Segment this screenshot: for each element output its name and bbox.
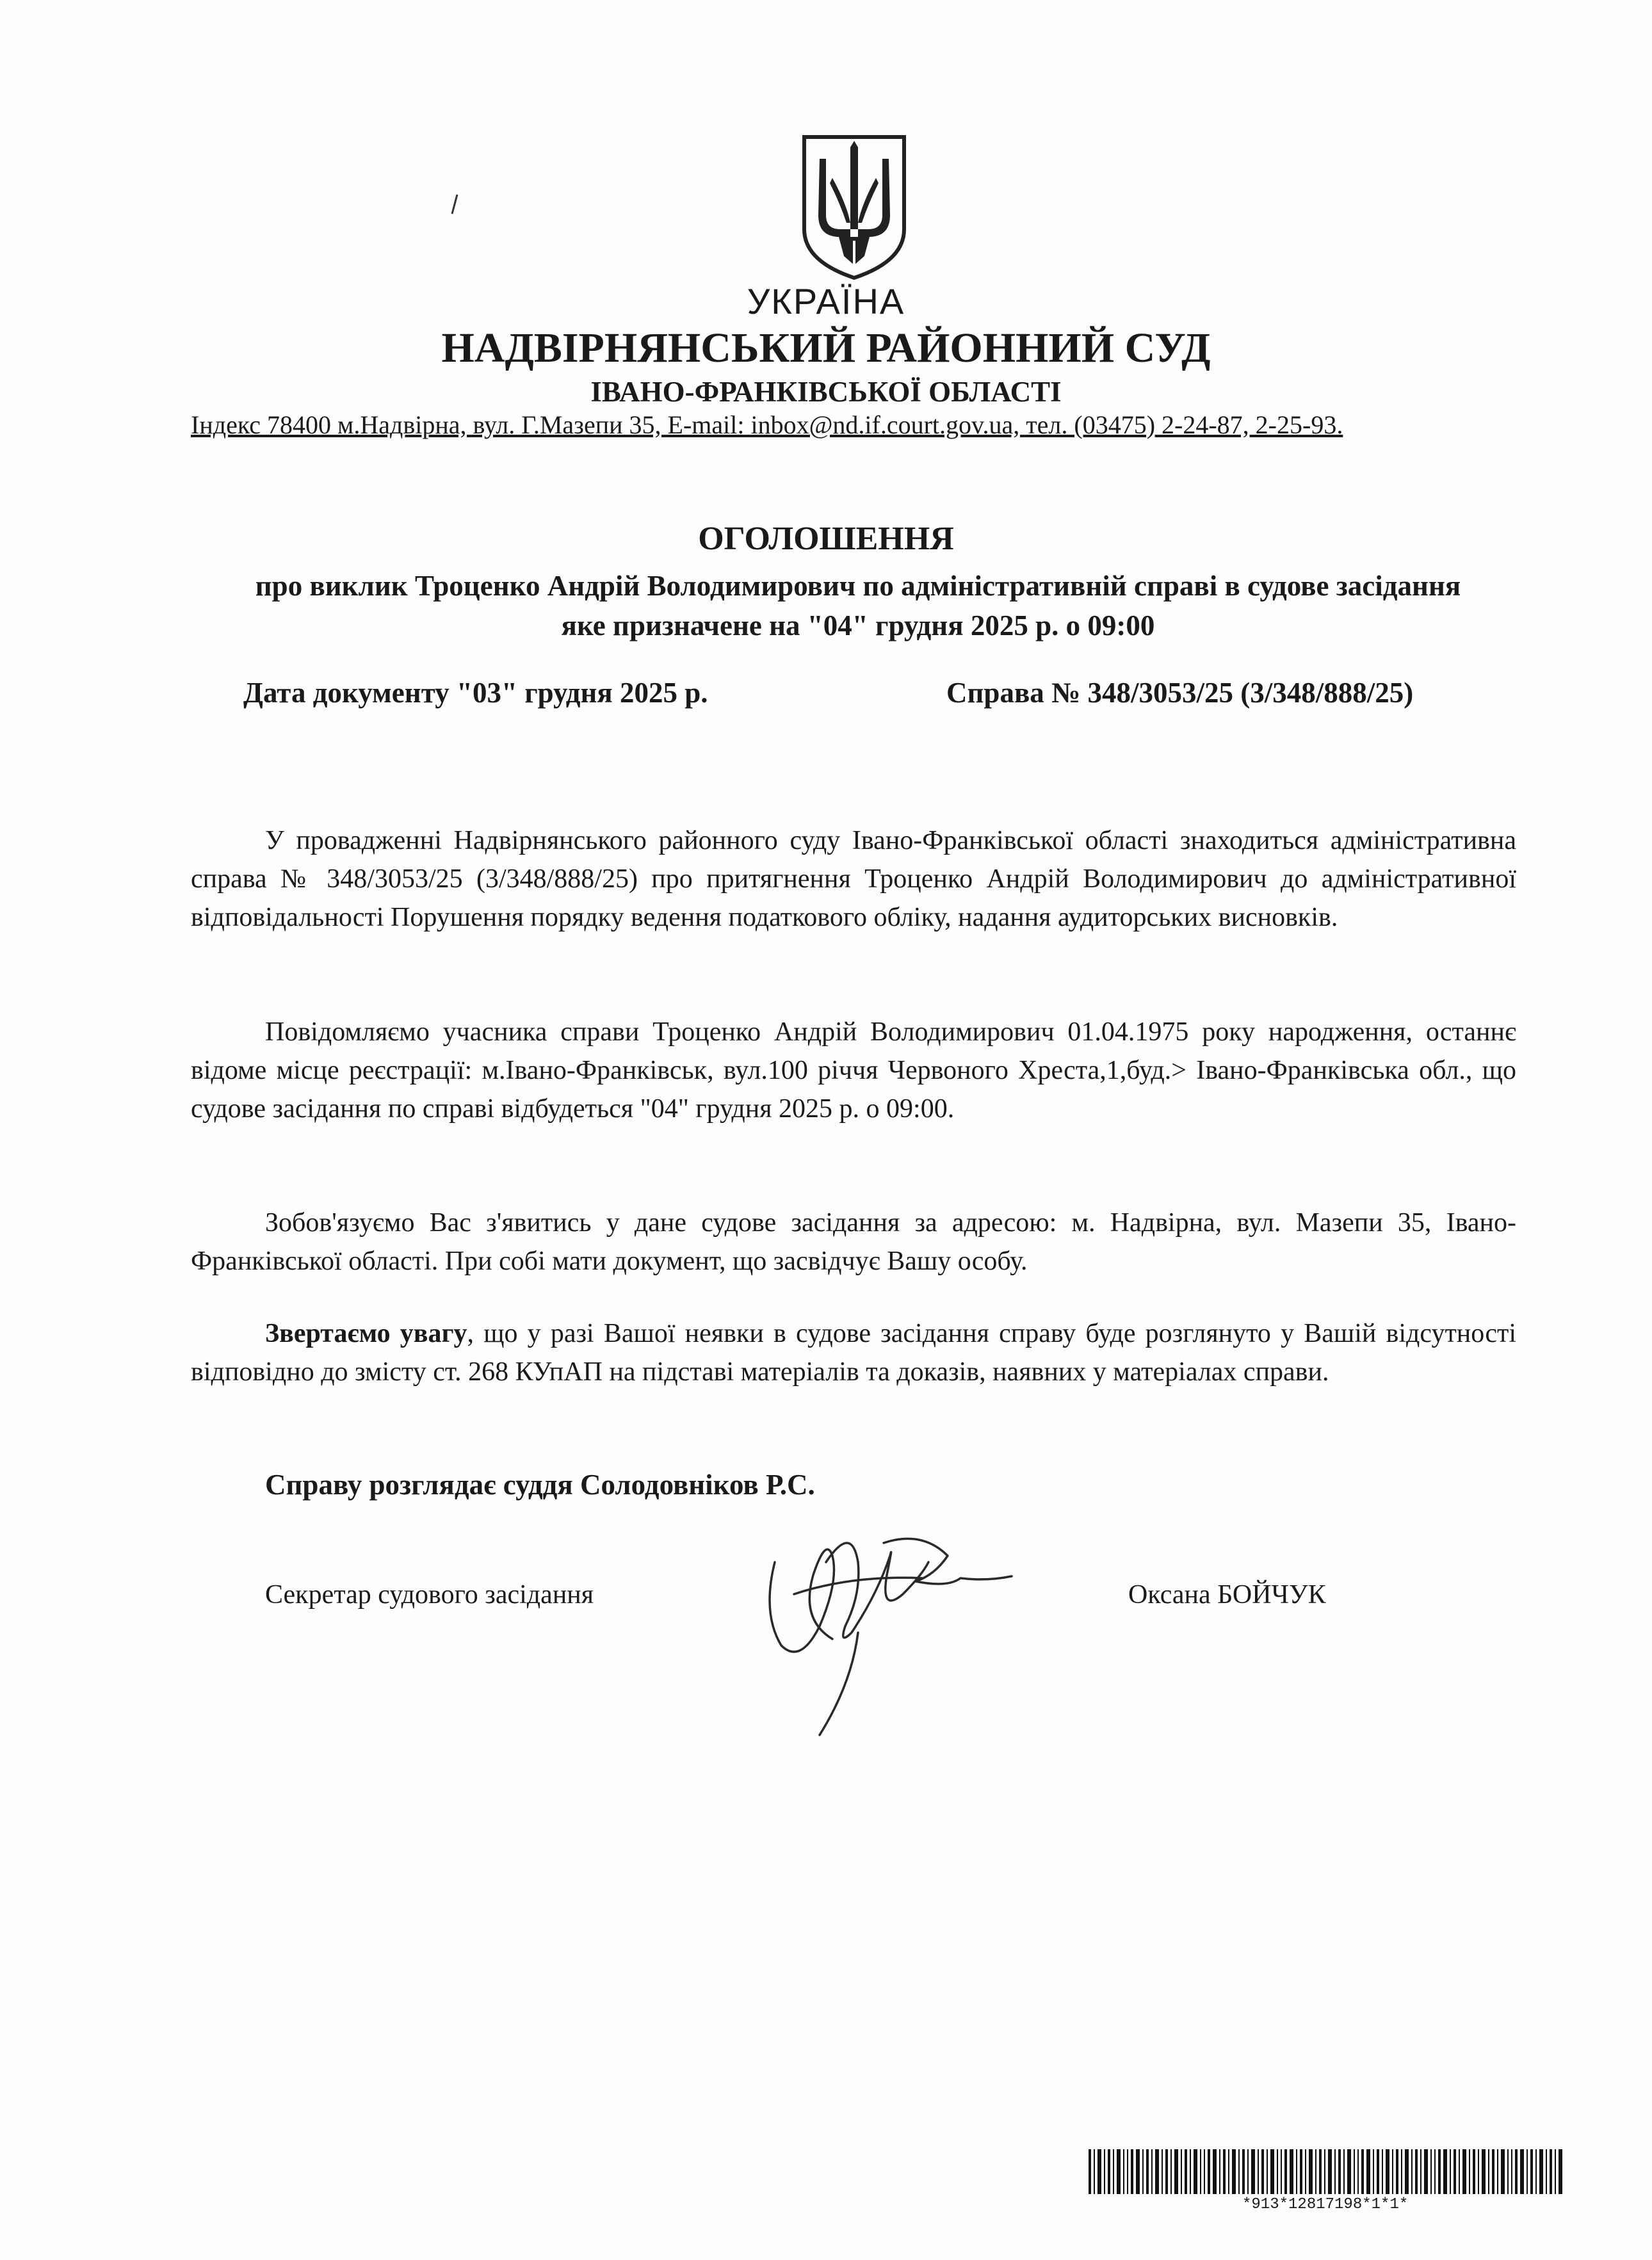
notice-heading: ОГОЛОШЕННЯ	[698, 521, 954, 557]
paragraph-proceedings: У провадженні Надвірнянського районного суду Івано-Франківської області знаходиться адміністративна справа № 348/3053/25 (3/348/888/25) про притягнення Троценко Андрій Володимирович до адміністративної відповідальності Порушення порядку ведення податкового обліку, надання аудиторських висновків.	[191, 826, 1516, 932]
paragraph-warning	[191, 1314, 1516, 1391]
signature-icon	[756, 1517, 1031, 1761]
court-contacts: Індекс 78400 м.Надвірна, вул. Г.Мазепи 35, E-mail: inbox@nd.if.court.gov.ua, тел. (03475) 2-24-87, 2-25-93.	[191, 410, 1343, 439]
case-number: Справа № 348/3053/25 (3/348/888/25)	[946, 677, 1414, 709]
warning-emphasis: Звертаємо увагу	[265, 1319, 467, 1348]
barcode-number: *913*12817198*1*1*	[1242, 2196, 1409, 2213]
document-date: Дата документу "03" грудня 2025 р.	[243, 677, 708, 709]
court-region: ІВАНО-ФРАНКІВСЬКОЇ ОБЛАСТІ	[590, 376, 1062, 408]
barcode-icon	[1089, 2149, 1564, 2194]
scan-mark-icon	[448, 192, 461, 218]
secretary-name: Оксана БОЙЧУК	[1128, 1580, 1326, 1610]
coat-of-arms-icon	[800, 133, 908, 280]
paragraph-notification: Повідомляємо учасника справи Троценко Андрій Володимирович 01.04.1975 року народження, останнє відоме місце реєстрації: м.Івано-Франківськ, вул.100 річчя Червоного Хреста,1,буд.> Івано-Франківська обл., що судове засідання по справі відбудеться "04" грудня 2025 р. о 09:00.	[191, 1017, 1516, 1124]
country-name: УКРАЇНА	[747, 281, 905, 321]
paragraph-obligation: Зобов'язуємо Вас з'явитись у дане судове засідання за адресою: м. Надвірна, вул. Мазепи 35, Івано-Франківської області. При собі мати документ, що засвідчує Вашу особу.	[191, 1208, 1516, 1276]
warning-text: , що у разі Вашої неявки в судове засідання справу буде розглянуто у Вашій відсутності відповідно до змісту ст. 268 КУпАП на підставі матеріалів та доказів, наявних у матеріалах справи.	[191, 1319, 1516, 1387]
notice-subheading: про виклик Троценко Андрій Володимирович по адміністративній справі в судове засідання яке призначене на "04" грудня 2025 р. о 09:00	[255, 570, 1461, 642]
secretary-title: Секретар судового засідання	[265, 1580, 594, 1610]
judge-line: Справу розглядає суддя Солодовніков Р.С.	[265, 1469, 815, 1501]
court-name: НАДВІРНЯНСЬКИЙ РАЙОННИЙ СУД	[441, 325, 1211, 371]
